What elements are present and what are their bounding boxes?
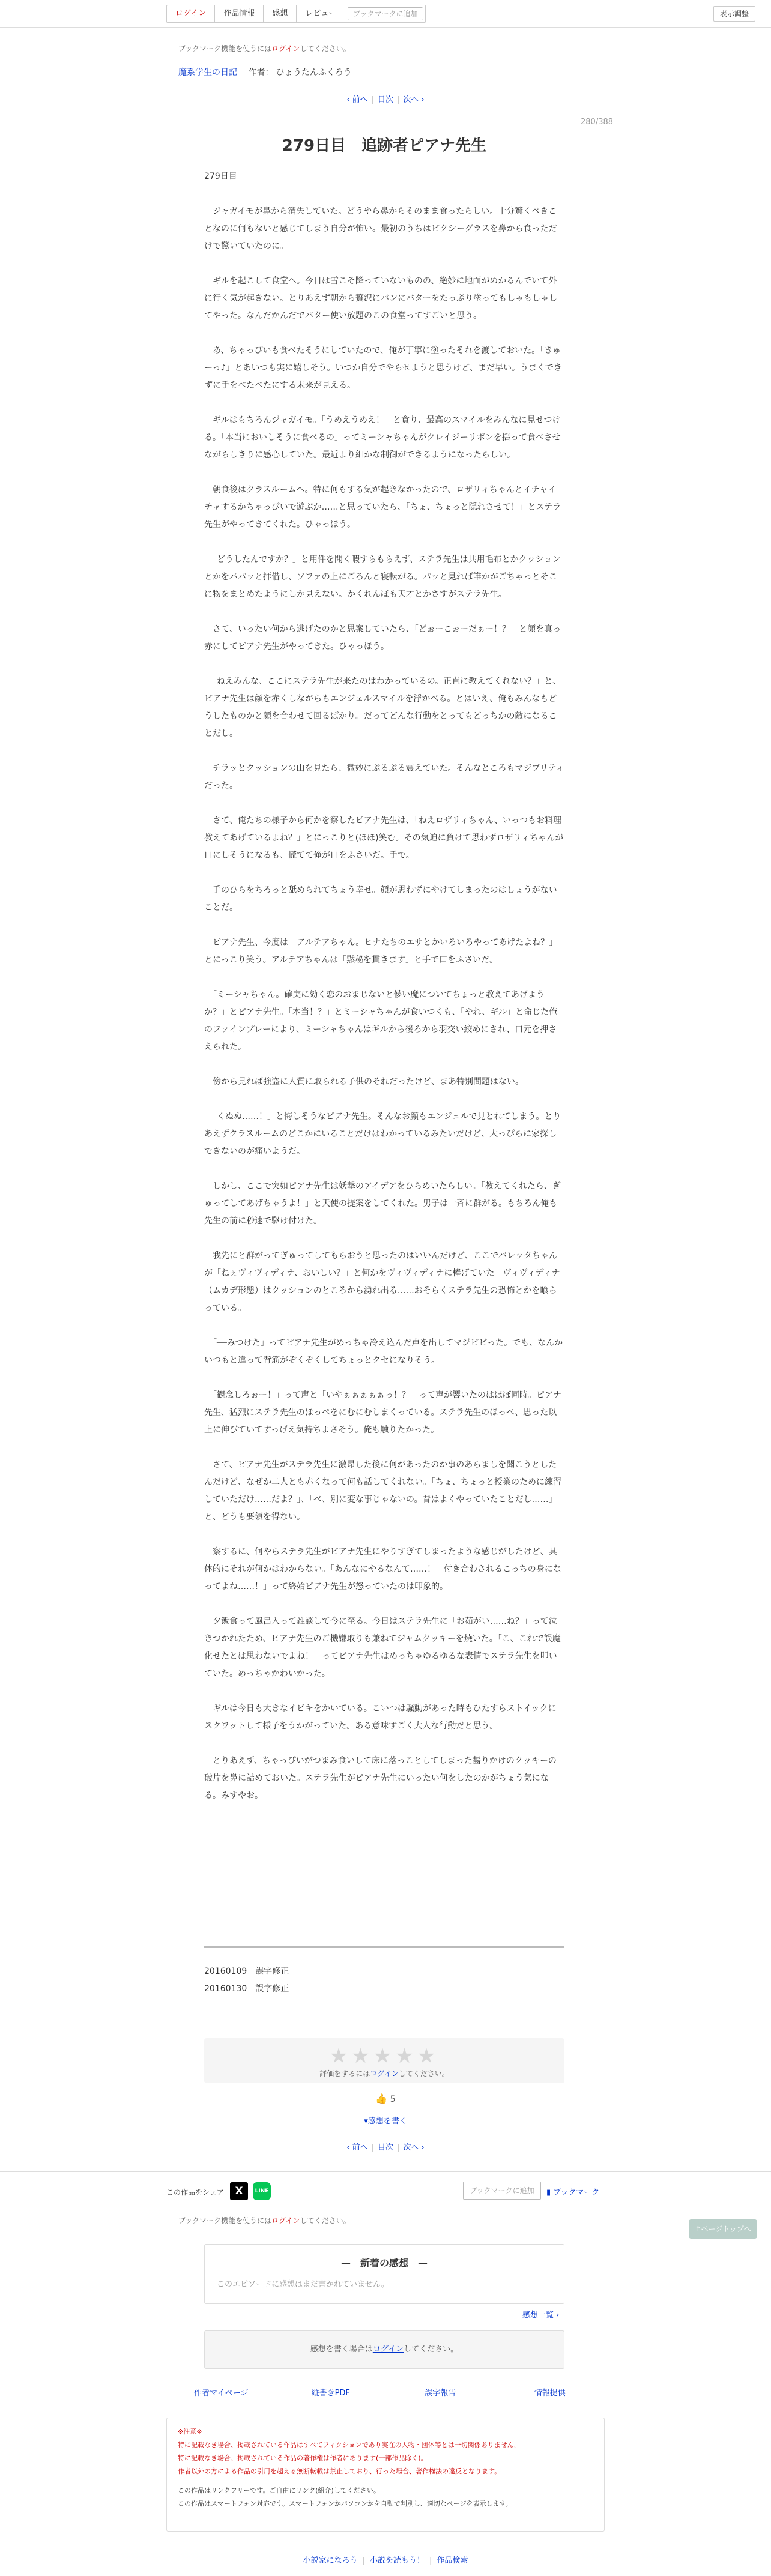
narou-link[interactable]: 小説家になろう: [303, 2556, 358, 2565]
author-name: ひょうたんふくろう: [276, 68, 352, 77]
chapter-paragraph: ピアナ先生、今度は「アルテアちゃん。ヒナたちのエサとかいろいろやってあげたよね？」とにっこり笑う。アルテアちゃんは「黙秘を貫きます」と手で口をふさいだ。: [204, 938, 558, 965]
disclaimer-line: 作者以外の方による作品の引用を超える無断転載は禁止しており、行った場合、著作権法の違反となります。: [178, 2467, 501, 2475]
x-share-icon[interactable]: X: [230, 2182, 248, 2200]
chapter-paragraph: 「観念しろぉー！」って声と「いやぁぁぁぁぁっ！？」って声が響いたのはほぼ同時。ピアナ先生、猛烈にステラ先生のほっぺをにむにむしまくっている。ステラ先生のほっぺ、思った以上に伸びていてすっげえ気持ちよさそう。俺も触りたかった。: [204, 1390, 561, 1435]
bookmark-notice-login-link[interactable]: ログイン: [271, 2216, 300, 2225]
share-divider: [0, 2171, 771, 2172]
chapter-paragraph: 察するに、何やらステラ先生がピアナ先生にやりすぎてしまったような感じがしたけど、具体的にそれが何かはわからない。「あんなにやるなんて……！ 付き合わされるこっちの身になってよね……！」って終始ピアナ先生が怒っていたのは印象的。: [204, 1547, 561, 1591]
impressions-list-link[interactable]: 感想一覧 ›: [522, 2311, 560, 2320]
chapter-paragraph: とりあえず、ちゃっぴいがつまみ食いして床に落っことしてしまった齧りかけのクッキーの破片を鼻に詰めておいた。ステラ先生がピアナ先生にいったい何をしたのかがちょう気になる。みすやお。: [204, 1756, 557, 1800]
chapter-title: 279日目 追跡者ピアナ先生: [282, 137, 487, 155]
disclaimer-box: [166, 2418, 605, 2532]
disclaimer-line: 特に記載なき場合、掲載されている作品の著作権は作者にあります(一部作品除く)。: [178, 2454, 428, 2462]
chapter-paragraph: 「どうしたんですか？」と用件を聞く暇すらもらえず、ステラ先生は共用毛布とかクッションとかをパパッと拝借し、ソファの上にごろんと寝転がる。パッと見れば誰かがごちゃっとそこに物をまとめたようにしか見えない。かくれんぼも天才とかさすがステラ先生。: [204, 555, 561, 599]
series-title-link[interactable]: 魔系学生の日記: [178, 68, 237, 77]
no-impressions-text: このエピソードに感想はまだ書かれていません。: [217, 2280, 389, 2289]
afterword-line: 20160109 誤字修正: [204, 1967, 289, 1976]
chapter-paragraph: ギルはもちろんジャガイモ。「うめえうめえ！」と貪り、最高のスマイルをみんなに見せつける。「本当においしそうに食べるの」ってミーシャちゃんがクレイジーリボンを揺って食べさせながらしきりに感心していた。最近より細かな制御ができるようになったらしい。: [204, 415, 561, 460]
afterword-divider: [204, 1946, 564, 1948]
yomou-link[interactable]: 小説を読もう！: [369, 2556, 425, 2565]
next-link[interactable]: 次へ ›: [403, 2143, 425, 2152]
chapter-paragraph: しかし、ここで突如ピアナ先生は妖撃のアイデアをひらめいたらしい。「教えてくれたら、ぎゅってしてあげちゃうよ！」と天使の提案をしてくれた。男子は一斉に群がる。もちろん俺も先生の前に秒速で駆け付けた。: [204, 1181, 561, 1226]
new-impressions-box: [204, 2244, 564, 2304]
impression-login-box: 感想を書く場合はログインしてください。: [204, 2330, 564, 2369]
login-link[interactable]: ログイン: [167, 5, 215, 22]
rating-box: [204, 2038, 564, 2083]
bookmark-notice: ブックマーク機能を使うにはログインしてください。: [178, 44, 351, 53]
chapter-paragraph: 手のひらをちろっと舐められてちょう幸せ。顔が思わずにやけてしまったのはしょうがないことだ。: [204, 885, 557, 912]
author-mypage-link[interactable]: 作者マイページ: [194, 2389, 249, 2398]
like-counter[interactable]: [0, 2093, 771, 2104]
chapter-paragraph: さて、ピアナ先生がステラ先生に激昂した後に何があったのか事のあらましを聞こうとしたんだけど、なぜか二人とも赤くなって何も話してくれない。「ちょ、ちょっと授業のために練習していただけ……だよ？」、「べ、別に変な事じゃないの。昔はよくやっていたことだし……」と、どうも要領を得ない。: [204, 1460, 561, 1522]
bottom-links: 小説家になろう | 小説を読もう！ | 作品検索: [303, 2556, 468, 2565]
thumbs-up-icon: 👍: [375, 2093, 388, 2104]
chapter-paragraph: 「──みつけた」ってピアナ先生がめっちゃ冷え込んだ声を出してマジビビった。でも、なんかいつもと違って背筋がぞくぞくしてちょっとクセになりそう。: [204, 1338, 563, 1365]
bookmark-link[interactable]: ▮ ブックマーク: [546, 2188, 600, 2197]
review-link[interactable]: レビュー: [297, 5, 345, 22]
search-link[interactable]: 作品検索: [437, 2556, 468, 2565]
chapter-paragraph: 我先にと群がってぎゅってしてもらおうと思ったのはいいんだけど、ここでバレッタちゃんが「ねぇヴィヴィディナ、おいしい？」と何かをヴィヴィディナに棒げていた。ヴィヴィディナ（ムカデ形態）はクッションのところから湧れ出る……おそらくステラ先生の恐怖とかを喰らっている。: [204, 1251, 560, 1313]
prev-link[interactable]: ‹ 前へ: [346, 95, 368, 104]
chapter-paragraph: 「ミーシャちゃん。確実に効く恋のおまじないと儚い魔についてちょっと教えてあげようか？」とピアナ先生。「本当！？」とミーシャちゃんが食いつくも、「やれ、ギル」と命じた俺のファインプレーにより、ミーシャちゃんはギルから後ろから羽交い絞めにされ、口元を押さえられた。: [204, 990, 558, 1052]
chapter-paragraph: 「ねえみんな、ここにステラ先生が来たのはわかっているの。正直に教えてくれない？」と、ピアナ先生は顔を赤くしながらもエンジェルスマイルを浮かべる。とはいえ、俺もみんなもどうしたものかと顔を合わせて回るばかり。だってどんな行動をとってもどっちかの敵になることだし。: [204, 677, 561, 738]
disclaimer-line: この作品はリンクフリーです。ご自由にリンク(紹介)してください。: [178, 2487, 380, 2494]
disclaimer-heading: ※注意※: [178, 2428, 202, 2436]
chapter-paragraph: ギルを起こして食堂へ。今日は雪こそ降っていないものの、絶妙に地面がぬかるんでいて外に行く気が起きない。とりあえず朝から贅沢にバンにバターをたっぷり塗ってもしゃもしゃしてやった。なんだかんだでバター使い放題のこの食堂ってすごいと思う。: [204, 276, 557, 321]
share-label: この作品をシェア: [166, 2188, 224, 2197]
typo-report-link[interactable]: 誤字報告: [425, 2389, 456, 2398]
vertical-pdf-link[interactable]: 縦書きPDF: [311, 2389, 350, 2398]
toc-link[interactable]: 目次: [377, 2143, 393, 2152]
bookmark-notice-bottom: ブックマーク機能を使うにはログインしてください。: [178, 2216, 351, 2225]
rating-note: 評価をするにはログインしてください。: [319, 2069, 449, 2078]
chapter-body: [204, 168, 564, 1805]
chapter-paragraph: 279日目: [204, 172, 237, 181]
pager-top: ‹ 前へ | 目次 | 次へ ›: [346, 95, 425, 104]
top-nav: [166, 5, 426, 23]
afterword-line: 20160130 誤字修正: [204, 1984, 289, 1994]
pager-bottom: ‹ 前へ | 目次 | 次へ ›: [346, 2143, 425, 2152]
write-impression-toggle[interactable]: ▾感想を書く: [364, 2117, 407, 2126]
chapter-paragraph: あ、ちゃっぴいも食べたそうにしていたので、俺が丁寧に塗ったそれを渡しておいた。「きゅーっ♪」とあいつも実に嬉しそう。いつか自分でやらせようと思うけど、まだ早い。うまくできずに手をべたべたにする未来が見える。: [204, 346, 562, 390]
toc-link[interactable]: 目次: [377, 95, 393, 104]
chapter-paragraph: 夕飯食って風呂入って雑談して今に至る。今日はステラ先生に「お茹がい……ね？」って泣きつかれたため、ピアナ先生のご機嫌取りも兼ねてジャムクッキーを焼いた。「こ、これで誤魔化せたとは思わないでよね！」ってピアナ先生はめっちゃゆるゆるな表情でステラ先生を叩いていた。めっちゃかわいかった。: [204, 1617, 561, 1679]
like-count: 5: [390, 2095, 396, 2104]
page-count: 280/388: [581, 118, 614, 127]
info-provide-link[interactable]: 情報提供: [534, 2389, 566, 2398]
chapter-paragraph: さて、俺たちの様子から何かを察したピアナ先生は、「ねえロザリィちゃん、いっつもお料理教えてあげているよね？」とにっこりと(ほほ)笑む。その気迫に負けて思わずロザリィちゃんが口にしそうになるも、慌てて俺が口をふさいだ。手で。: [204, 816, 564, 860]
disclaimer-line: 特に記載なき場合、掲載されている作品はすべてフィクションであり実在の人物・団体等とは一切関係ありません。: [178, 2441, 521, 2449]
chapter-paragraph: さて、いったい何から逃げたのかと思案していたら、「どぉーこぉーだぁー！？」と顔を真っ赤にしてピアナ先生がやってきた。ひゃっほう。: [204, 624, 561, 651]
rating-stars[interactable]: ★★★★★: [329, 2044, 440, 2068]
work-info-link[interactable]: 作品情報: [215, 5, 264, 22]
prev-link[interactable]: ‹ 前へ: [346, 2143, 368, 2152]
chapter-paragraph: チラッとクッションの山を見たら、微妙にぷるぷる震えていた。そんなところもマジプリティだった。: [204, 764, 564, 791]
new-impressions-title: — 新着の感想 —: [340, 2257, 428, 2269]
author-label: 作者：: [248, 68, 274, 77]
display-settings-button[interactable]: 表示調整: [713, 6, 755, 22]
afterword: [204, 1963, 564, 1998]
footer-links: [166, 2381, 605, 2406]
series-info: [178, 66, 352, 78]
page-top-button[interactable]: ↑ページトップへ: [689, 2219, 757, 2239]
chapter-paragraph: 「くぬぬ……！」と悔しそうなピアナ先生。そんなお顔もエンジェルで見とれてしまう。とりあえずクラスルームのどこかにいることだけはわかっているみたいだけど、大っぴらに家探しできないのが痛いようだ。: [204, 1112, 561, 1156]
bookmark-add-button-top[interactable]: ブックマークに追加: [348, 7, 422, 20]
chapter-paragraph: 傍から見れば強盗に人質に取られる子供のそれだったけど、まあ特別問題はない。: [204, 1077, 524, 1087]
chapter-paragraph: ジャガイモが鼻から消失していた。どうやら鼻からそのまま食ったらしい。十分驚くべきことなのに何もないと感じてしまう自分が怖い。最初のうちはピクシーグラスを鼻から食っただけで驚いていたのに。: [204, 207, 557, 251]
disclaimer-line: この作品はスマートフォン対応です。スマートフォンかパソコンかを自動で判別し、適切なページを表示します。: [178, 2500, 512, 2508]
line-share-icon[interactable]: LINE: [253, 2182, 271, 2200]
rating-login-link[interactable]: ログイン: [370, 2069, 399, 2078]
chapter-paragraph: 朝食後はクラスルームへ。特に何もする気が起きなかったので、ロザリィちゃんとイチャイチャするかちゃっぴいで遊ぶか……と思っていたら、「ちょ、ちょっと隠れさせて！」とステラ先生がやってきてくれた。ひゃっほう。: [204, 485, 561, 529]
chapter-paragraph: ギルは今日も大きなイビキをかいている。こいつは騒動があった時もひたすらストイックにスクワットして様子をうかがっていた。ある意味すごく大人な行動だと思う。: [204, 1704, 557, 1731]
next-link[interactable]: 次へ ›: [403, 95, 425, 104]
impressions-link[interactable]: 感想: [264, 5, 297, 22]
bookmark-add-button[interactable]: ブックマークに追加: [463, 2182, 541, 2200]
impression-login-link[interactable]: ログイン: [372, 2345, 404, 2354]
bookmark-notice-login-link[interactable]: ログイン: [271, 44, 300, 53]
top-bar: [0, 0, 771, 28]
